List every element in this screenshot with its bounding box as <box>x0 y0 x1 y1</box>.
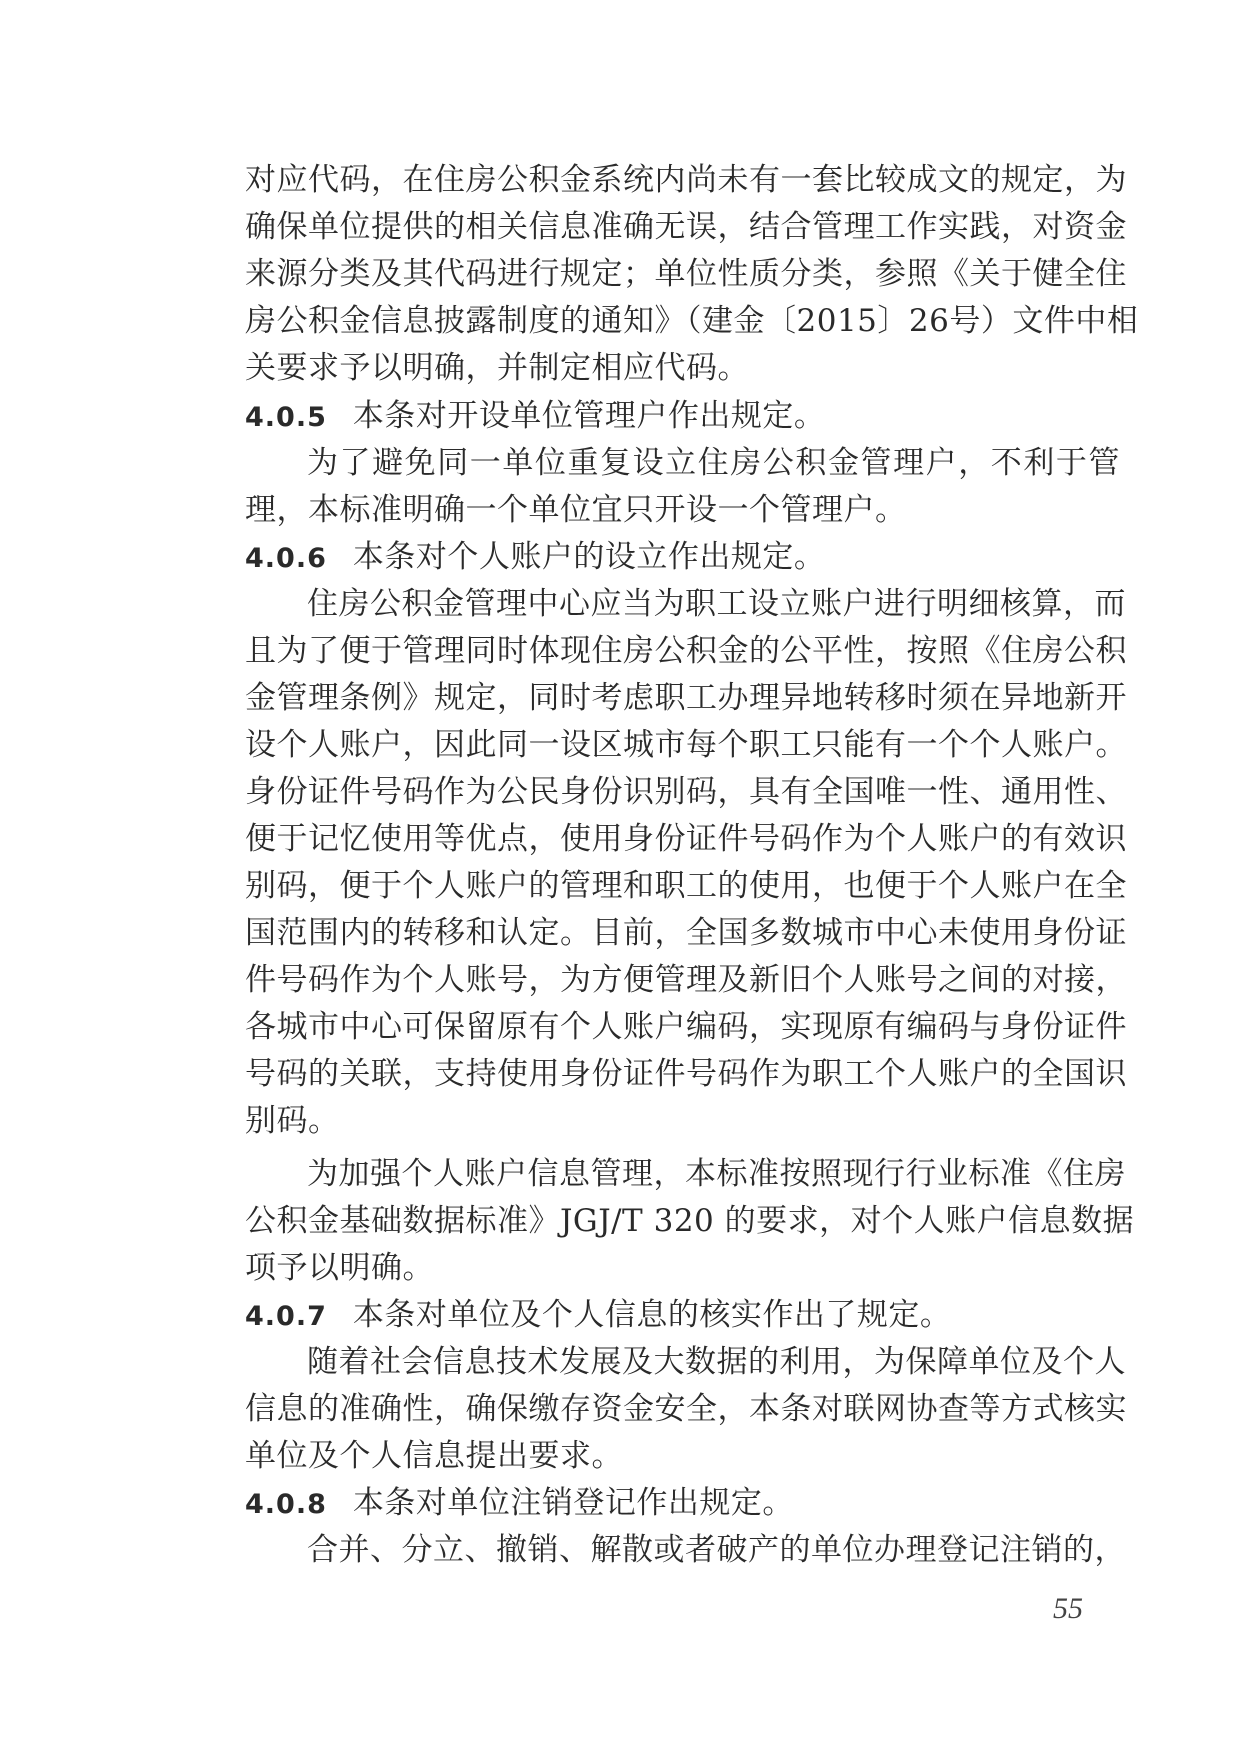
text-line: 理，本标准明确一个单位宜只开设一个管理户。 <box>245 492 907 528</box>
clause-heading-4-0-5 <box>245 396 825 436</box>
clause-number: 4.0.5 <box>245 402 327 433</box>
text-line: 项予以明确。 <box>245 1250 434 1286</box>
text-line: 公积金基础数据标准》JGJ/T 320 的要求，对个人账户信息数据 <box>245 1203 1135 1239</box>
text-line: 身份证件号码作为公民身份识别码，具有全国唯一性、通用性、 <box>245 774 1127 810</box>
text-line: 国范围内的转移和认定。目前，全国多数城市中心未使用身份证 <box>245 915 1127 951</box>
text-line: 来源分类及其代码进行规定；单位性质分类，参照《关于健全住 <box>245 256 1127 292</box>
text-line: 设个人账户，因此同一设区城市每个职工只能有一个个人账户。 <box>245 727 1127 763</box>
text-line: 信息的准确性，确保缴存资金安全，本条对联网协查等方式核实 <box>245 1391 1127 1427</box>
text-line: 对应代码，在住房公积金系统内尚未有一套比较成文的规定，为 <box>245 162 1127 198</box>
text-line: 件号码作为个人账号，为方便管理及新旧个人账号之间的对接， <box>245 962 1127 998</box>
text-line: 确保单位提供的相关信息准确无误，结合管理工作实践，对资金 <box>245 209 1127 245</box>
clause-title: 本条对个人账户的设立作出规定。 <box>352 539 826 575</box>
clause-heading-4-0-7 <box>245 1295 951 1335</box>
text-line: 金管理条例》规定，同时考虑职工办理异地转移时须在异地新开 <box>245 680 1127 716</box>
text-line: 便于记忆使用等优点，使用身份证件号码作为个人账户的有效识 <box>245 821 1127 857</box>
text-line: 各城市中心可保留原有个人账户编码，实现原有编码与身份证件 <box>245 1009 1127 1045</box>
clause-title: 本条对单位及个人信息的核实作出了规定。 <box>352 1297 952 1333</box>
text-line: 合并、分立、撤销、解散或者破产的单位办理登记注销的， <box>307 1532 1126 1568</box>
text-line: 随着社会信息技术发展及大数据的利用，为保障单位及个人 <box>307 1344 1126 1380</box>
text-line: 关要求予以明确，并制定相应代码。 <box>245 350 749 386</box>
text-line: 别码。 <box>245 1103 340 1139</box>
text-line: 别码，便于个人账户的管理和职工的使用，也便于个人账户在全 <box>245 868 1127 904</box>
text-line: 房公积金信息披露制度的通知》（建金〔2015〕26号）文件中相 <box>245 303 1139 339</box>
clause-title: 本条对单位注销登记作出规定。 <box>352 1485 794 1521</box>
text-line: 为了避免同一单位重复设立住房公积金管理户，不利于管 <box>307 445 1120 481</box>
clause-number: 4.0.7 <box>245 1301 327 1332</box>
page-number: 55 <box>1053 1592 1083 1625</box>
document-page <box>245 160 1139 1630</box>
text-line: 住房公积金管理中心应当为职工设立账户进行明细核算，而 <box>307 586 1126 622</box>
clause-number: 4.0.8 <box>245 1489 327 1520</box>
clause-heading-4-0-6 <box>245 537 825 577</box>
clause-title: 本条对开设单位管理户作出规定。 <box>352 398 826 434</box>
text-line: 号码的关联，支持使用身份证件号码作为职工个人账户的全国识 <box>245 1056 1127 1092</box>
clause-heading-4-0-8 <box>245 1483 794 1523</box>
text-line: 单位及个人信息提出要求。 <box>245 1438 623 1474</box>
text-line: 且为了便于管理同时体现住房公积金的公平性，按照《住房公积 <box>245 633 1127 669</box>
clause-number: 4.0.6 <box>245 543 327 574</box>
text-line: 为加强个人账户信息管理，本标准按照现行行业标准《住房 <box>307 1156 1126 1192</box>
